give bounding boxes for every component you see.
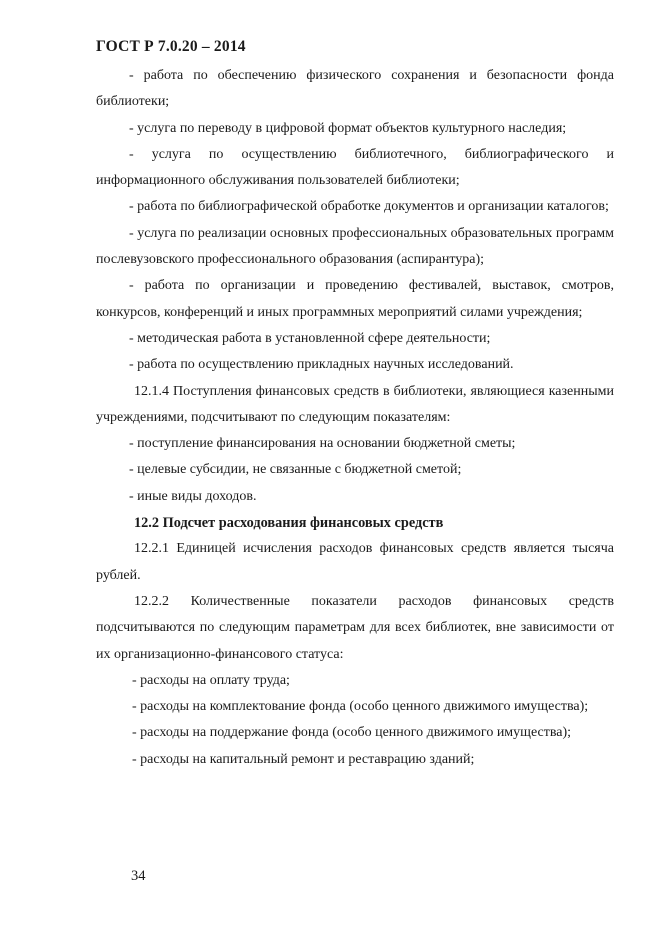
list-item: - работа по осуществлению прикладных научных исследований. xyxy=(129,357,514,373)
list-item: - целевые субсидии, не связанные с бюджетной сметой; xyxy=(129,462,462,478)
clause-paragraph: 12.1.4 Поступления финансовых средств в библиотеки, являющиеся казенными учреждениями, подсчитывают по следующим показателям: xyxy=(96,383,614,425)
page-number: 34 xyxy=(131,868,146,884)
standard-header: ГОСТ Р 7.0.20 – 2014 xyxy=(96,38,246,55)
list-item: - расходы на комплектование фонда (особо ценного движимого имущества); xyxy=(132,699,589,715)
document-body xyxy=(96,63,614,773)
list-item: - поступление финансирования на основании бюджетной сметы; xyxy=(129,436,516,452)
list-item: - услуга по реализации основных профессиональных образовательных программ послевузовского профессионального образования (аспирантура); xyxy=(96,225,614,268)
section-heading: 12.2 Подсчет расходования финансовых средств xyxy=(134,515,444,532)
list-item: - услуга по осуществлению библиотечного, библиографического и информационного обслуживания пользователей библиотеки; xyxy=(96,146,614,189)
list-item: - расходы на капитальный ремонт и реставрацию зданий; xyxy=(132,751,475,767)
list-item: - работа по организации и проведению фестивалей, выставок, смотров, конкурсов, конференций и иных программных мероприятий силами учреждения; xyxy=(96,278,614,320)
list-item: - иные виды доходов. xyxy=(129,488,257,504)
list-item: - методическая работа в установленной сфере деятельности; xyxy=(129,330,491,346)
list-item: - услуга по переводу в цифровой формат объектов культурного наследия; xyxy=(129,120,567,136)
list-item: - расходы на поддержание фонда (особо ценного движимого имущества); xyxy=(132,725,572,741)
list-item: - работа по обеспечению физического сохранения и безопасности фонда библиотеки; xyxy=(96,68,614,110)
list-item: - расходы на оплату труда; xyxy=(132,672,290,688)
list-item: - работа по библиографической обработке документов и организации каталогов; xyxy=(129,199,609,215)
clause-paragraph: 12.2.2 Количественные показатели расходов финансовых средств подсчитываются по следующим параметрам для всех библиотек, вне зависимости от их организационно-финансового статуса: xyxy=(96,593,614,662)
clause-paragraph: 12.2.1 Единицей исчисления расходов финансовых средств является тысяча рублей. xyxy=(96,541,614,583)
